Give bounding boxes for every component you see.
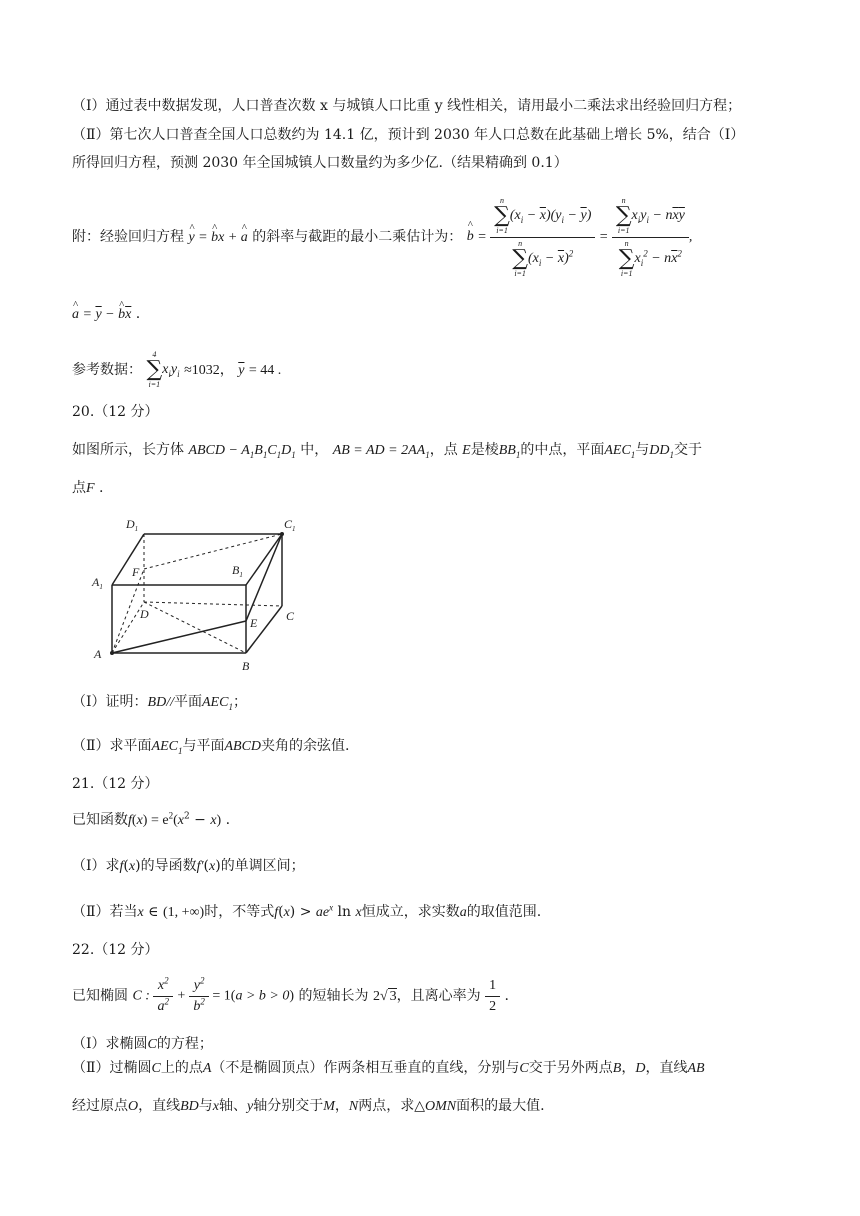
label-B1: $B_1$ bbox=[232, 563, 243, 579]
hidden-line-DB bbox=[144, 602, 246, 653]
q22-intro: 已知椭圆 C : $\frac{x^2}{a^2}$ + $\frac{y^2}{b^2}$ = 1(a > b > 0) 的短轴长为 2√ 3，且离心率为 $\frac{1}{2}$ . bbox=[72, 974, 509, 1014]
ref-prefix: 参考数据： bbox=[72, 362, 142, 378]
label-D: D bbox=[140, 607, 149, 621]
q20-part2: （Ⅱ）求平面$AEC_1$与平面ABCD夹角的余弦值. bbox=[72, 738, 350, 756]
q21-intro: 已知函数$f(x) = e^2(x^2 - x)$ . bbox=[72, 810, 231, 828]
intercept-formula: ^ $a = \overline{y}$ − ^ $b\overline{x}$ . bbox=[72, 304, 140, 325]
q20-part1: （Ⅰ）证明：BD//平面$AEC_1$； bbox=[72, 694, 247, 712]
q19-reference-data: 参考数据： 4 ∑ i=1 $x_iy_i \approx 1032$， $\overline{y} = 44$ . bbox=[72, 350, 282, 389]
q19-part2-line2: 所得回归方程，预测 2030 年全国城镇人口数量约为多少亿.（结果精确到 0.1） bbox=[72, 155, 568, 171]
q22-part2-line2: 经过原点O，直线BD与x轴、y轴分别交于M，N两点，求△OMN面积的最大值. bbox=[72, 1098, 545, 1114]
ref-value2: = 44 . bbox=[248, 363, 282, 378]
q19-part2-line1: （Ⅱ）第七次人口普查全国人口总数约为 14.1 亿，预计到 2030 年人口总数在此基础上增长 5%，结合（Ⅰ） bbox=[72, 127, 745, 143]
q22-part1: （Ⅰ）求椭圆C的方程； bbox=[72, 1036, 213, 1052]
least-squares-formula: ^ b = n ∑ i=1 $(x_i - \overline{x})(y_i - \overline{y})$ n ∑ i=1 $(x_i - \overline{x})^2$ = n ∑ i=1 $x_iy_i - n\overline{x}\overline{y}$ n ∑ i=1 $x_i^2 - n\overline{x}^2$ , bbox=[467, 197, 693, 278]
label-F: F bbox=[132, 565, 140, 579]
q21-number: 21.（12 分） bbox=[72, 776, 159, 792]
line-AE bbox=[112, 621, 246, 653]
label-D1: $D_1$ bbox=[126, 517, 139, 533]
q20-intro-line1: 如图所示，长方体 ABCD − $A_1B_1C_1D_1$ 中， AB = AD = $2AA_1$，点 E是棱$BB_1$的中点，平面$AEC_1$与$DD_1$交于 bbox=[72, 442, 703, 460]
label-E: E bbox=[250, 616, 258, 630]
label-C: C bbox=[286, 609, 295, 623]
q22-number: 22.（12 分） bbox=[72, 942, 159, 958]
label-A: A bbox=[94, 647, 102, 661]
ref-value1: ≈1032 bbox=[184, 363, 220, 378]
q19-appendix: 附：经验回归方程 ^ y = ^ bx + ^ a 的斜率与截距的最小二乘估计为： ^ b = n ∑ i=1 $(x_i - \overline{x})(y_i - \overline{y})$ n ∑ i=1 $(x_i - \overline{x})^2$ = n ∑ i=1 $x_iy_i - n\overline{x}\overline{y}$ n ∑ i=1 $x_i^2 - n\overline{x}^2$ , bbox=[72, 192, 692, 282]
label-C1: $C_1$ bbox=[284, 517, 296, 533]
appendix-mid: 的斜率与截距的最小二乘估计为： bbox=[252, 229, 463, 245]
q20-intro-line2: 点F . bbox=[72, 480, 104, 496]
q22-part2-line1: （Ⅱ）过椭圆C上的点A（不是椭圆顶点）作两条相互垂直的直线，分别与C交于另外两点B，D，直线AB bbox=[72, 1060, 705, 1076]
label-B: B bbox=[242, 659, 250, 673]
q20-number: 20.（12 分） bbox=[72, 404, 159, 420]
appendix-prefix: 附：经验回归方程 bbox=[72, 229, 184, 245]
q21-part2: （Ⅱ）若当x ∈ (1, +∞)时，不等式$f(x) > ae^x$ ln x恒成立，求实数a的取值范围. bbox=[72, 902, 542, 920]
hidden-edge-DC bbox=[144, 602, 282, 606]
q19-part1: （Ⅰ）通过表中数据发现，人口普查次数 x 与城镇人口比重 y 线性相关，请用最小二乘法求出经验回归方程； bbox=[72, 98, 742, 114]
label-A1: $A_1$ bbox=[92, 575, 103, 591]
q21-part1: （Ⅰ）求f(x)的导函数f′(x)的单调区间； bbox=[72, 858, 305, 874]
cuboid-figure bbox=[86, 506, 306, 678]
